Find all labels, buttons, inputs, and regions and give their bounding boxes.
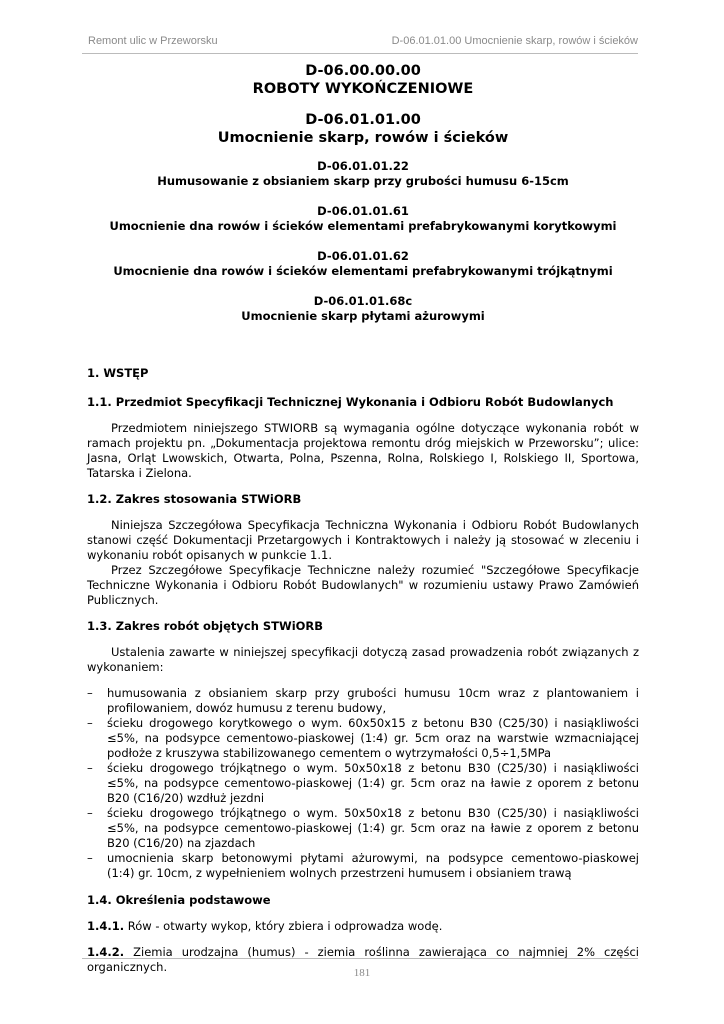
header-spec-title: D-06.01.01.00 Umocnienie skarp, rowów i ścieków xyxy=(391,35,638,47)
paragraph: Przez Szczegółowe Specyfikacje Techniczne należy rozumieć "Szczegółowe Specyfikacje Techniczne Wykonania i Odbioru Robót Budowlanych" w rozumieniu ustawy Prawo Zamówień Publicznych. xyxy=(87,563,639,607)
paragraph: Przedmiotem niniejszego STWIORB są wymagania ogólne dotyczące wykonania robót w ramach projektu pn. „Dokumentacja projektowa remontu dróg miejskich w Przeworsku”; ulice: Jasna, Orląt Lwowskich, Otwarta, Polna, Pszenna, Rolna, Rolskiego I, Rolskiego II, Sportowa, Tatarska i Zielona. xyxy=(87,421,639,480)
section-heading: 1.1. Przedmiot Specyfikacji Technicznej Wykonania i Odbioru Robót Budowlanych xyxy=(87,395,614,409)
subtitle-title: Humusowanie z obsianiem skarp przy grubości humusu 6-15cm xyxy=(157,174,569,188)
page-content xyxy=(87,62,639,975)
list-item xyxy=(87,851,639,881)
definition-number: 1.4.1. xyxy=(87,919,125,933)
list-item xyxy=(87,806,639,851)
list-item-text: ścieku drogowego trójkątnego o wym. 50x50x18 z betonu B30 (C25/30) i nasiąkliwości ≤5%, na podsypce cementowo-piaskowej (1:4) gr. 5cm oraz na ławie z oporem z betonu B20 (C16/20) wzdłuż jezdni xyxy=(107,761,639,805)
definition-text: Rów - otwarty wykop, który zbiera i odprowadza wodę. xyxy=(124,919,443,933)
sub-code: D-06.01.01.00 xyxy=(305,112,421,128)
list-item-text: umocnienia skarp betonowymi płytami ażurowymi, na podsypce cementowo-piaskowej (1:4) gr. 10cm, z wypełnieniem wolnych przestrzeni humusem i obsianiem trawą xyxy=(107,851,639,880)
list-item-text: ścieku drogowego korytkowego o wym. 60x50x15 z betonu B30 (C25/30) i nasiąkliwości ≤5%, na podsypce cementowo-piaskowej (1:4) gr. 5cm oraz na warstwie wzmacniającej podłoże z kruszywa stabilizowanego cementem o wytrzymałości 0,5÷1,5MPa xyxy=(107,716,639,760)
subtitle-title: Umocnienie dna rowów i ścieków elementami prefabrykowanymi trójkątnymi xyxy=(113,264,613,278)
main-title: ROBOTY WYKOŃCZENIOWE xyxy=(252,81,474,97)
sub-title: Umocnienie skarp, rowów i ścieków xyxy=(217,130,509,146)
section-heading: 1.4. Określenia podstawowe xyxy=(87,893,271,907)
subtitle-code: D-06.01.01.62 xyxy=(317,249,409,263)
subtitle-title: Umocnienie dna rowów i ścieków elementami prefabrykowanymi korytkowymi xyxy=(109,219,617,233)
dash-bullet: – xyxy=(87,806,93,820)
dash-bullet: – xyxy=(87,716,93,730)
definition-number: 1.4.2. xyxy=(87,945,125,959)
subtitle-code: D-06.01.01.68c xyxy=(313,294,413,308)
subtitle-code: D-06.01.01.61 xyxy=(317,204,409,218)
scope-list xyxy=(87,686,639,881)
paragraph: Ustalenia zawarte w niniejszej specyfikacji dotyczą zasad prowadzenia robót związanych z wykonaniem: xyxy=(87,645,639,674)
section-heading: 1. WSTĘP xyxy=(87,366,149,380)
dash-bullet: – xyxy=(87,761,93,775)
definition xyxy=(87,919,639,934)
subtitle-code: D-06.01.01.22 xyxy=(317,159,409,173)
list-item xyxy=(87,761,639,806)
page-number: 181 xyxy=(353,967,371,979)
footer-divider xyxy=(82,958,638,959)
section-heading: 1.2. Zakres stosowania STWiORB xyxy=(87,492,302,506)
definition-text: Ziemia urodzajna (humus) - ziemia roślinna zawierająca co najmniej 2% części organicznych. xyxy=(87,945,639,974)
paragraph: Niniejsza Szczegółowa Specyfikacja Techniczna Wykonania i Odbioru Robót Budowlanych stanowi część Dokumentacji Przetargowych i Kontraktowych i należy ją stosować w zleceniu i wykonaniu robót opisanych w punkcie 1.1. xyxy=(87,518,639,562)
section-heading: 1.3. Zakres robót objętych STWiORB xyxy=(87,619,324,633)
list-item xyxy=(87,686,639,716)
main-code: D-06.00.00.00 xyxy=(305,63,421,79)
list-item xyxy=(87,716,639,761)
header-project-title: Remont ulic w Przeworsku xyxy=(88,35,218,47)
list-item-text: humusowania z obsianiem skarp przy grubości humusu 10cm wraz z plantowaniem i profilowaniem, dowóz humusu z terenu budowy, xyxy=(107,686,639,715)
list-item-text: ścieku drogowego trójkątnego o wym. 50x50x18 z betonu B30 (C25/30) i nasiąkliwości ≤5%, na podsypce cementowo-piaskowej (1:4) gr. 5cm oraz na ławie z oporem z betonu B20 (C16/20) na zjazdach xyxy=(107,806,639,850)
dash-bullet: – xyxy=(87,686,93,700)
running-header xyxy=(82,33,638,54)
dash-bullet: – xyxy=(87,851,93,865)
subtitle-title: Umocnienie skarp płytami ażurowymi xyxy=(241,309,485,323)
